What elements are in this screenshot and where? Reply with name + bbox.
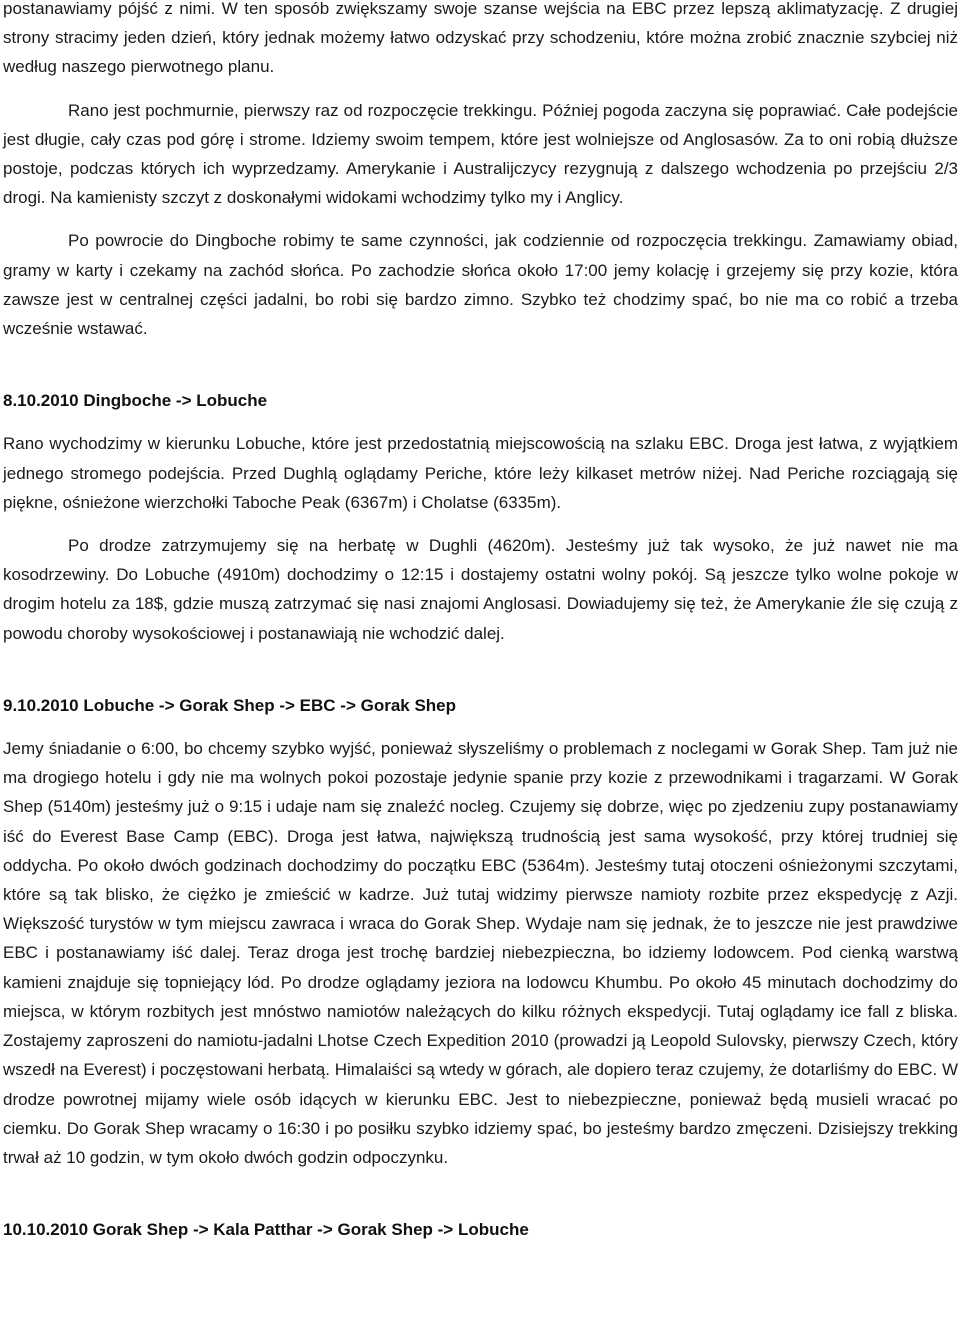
paragraph-intro-2: Rano jest pochmurnie, pierwszy raz od rozpoczęcie trekkingu. Później pogoda zaczyna się poprawiać. Całe podejście jest długie, cały czas pod górę i strome. Idziemy swoim tempem, które jest wolniejsze od Anglosasów. Za to oni robią dłuższe postoje, podczas których ich wyprzedzamy. Amerykanie i Australijczycy rezygnują z dalszego wchodzenia po przejściu 2/3 drogi. Na kamienisty szczyt z doskonałymi widokami wchodzimy tylko my i Anglicy.	[3, 100, 958, 208]
document-page	[3, 0, 958, 1244]
paragraph-intro-3: Po powrocie do Dingboche robimy te same czynności, jak codziennie od rozpoczęcia trekkingu. Zamawiamy obiad, gramy w karty i czekamy na zachód słońca. Po zachodzie słońca około 17:00 jemy kolację i grzejemy się przy kozie, która zawsze jest w centralnej części jadalni, bo robi się bardzo zimno. Szybko też chodzimy spać, bo nie ma co robić a trzeba wcześnie wstawać.	[3, 231, 958, 339]
section-heading-1010: 10.10.2010 Gorak Shep -> Kala Patthar -> Gorak Shep -> Lobuche	[3, 1220, 529, 1240]
paragraph-0810-2: Po drodze zatrzymujemy się na herbatę w Dughli (4620m). Jesteśmy już tak wysoko, że już nawet nie ma kosodrzewiny. Do Lobuche (4910m) dochodzimy o 12:15 i dostajemy ostatni wolny pokój. Są jeszcze tylko wolne pokoje w drogim hotelu za 18$, gdzie muszą zatrzymać się nasi znajomi Anglosasi. Dowiadujemy się też, że Amerykanie źle się czują z powodu choroby wysokościowej i postanawiają nie wchodzić dalej.	[3, 536, 958, 643]
paragraph-intro-1: postanawiamy pójść z nimi. W ten sposób zwiększamy swoje szanse wejścia na EBC przez lepszą aklimatyzację. Z drugiej strony stracimy jeden dzień, który jednak możemy łatwo odzyskać przy schodzeniu, które można zrobić znacznie szybciej niż według naszego pierwotnego planu.	[3, 0, 958, 77]
paragraph-0810-1: Rano wychodzimy w kierunku Lobuche, które jest przedostatnią miejscowością na szlaku EBC. Droga jest łatwa, z wyjątkiem jednego stromego podejścia. Przed Dughlą oglądamy Periche, które leży kilkaset metrów niżej. Nad Periche rozciągają się piękne, ośnieżone wierzchołki Taboche Peak (6367m) i Cholatse (6335m).	[3, 434, 958, 512]
section-heading-0910: 9.10.2010 Lobuche -> Gorak Shep -> EBC -> Gorak Shep	[3, 695, 457, 715]
paragraph-0910-1: Jemy śniadanie o 6:00, bo chcemy szybko wyjść, ponieważ słyszeliśmy o problemach z noclegami w Gorak Shep. Tam już nie ma drogiego hotelu i gdy nie ma wolnych pokoi pozostaje jedynie spanie przy kozie z przewodnikami i tragarzami. W Gorak Shep (5140m) jesteśmy już o 9:15 i udaje nam się znaleźć nocleg. Czujemy się dobrze, więc po zjedzeniu zupy postanawiamy iść do Everest Base Camp (EBC). Droga jest łatwa, największą trudnością jest sama wysokość, przy której trudniej się oddycha. Po około dwóch godzinach dochodzimy do początku EBC (5364m). Jesteśmy tutaj otoczeni ośnieżonymi szczytami, które są tak blisko, że ciężko je zmieścić w kadrze. Już tutaj widzimy pierwsze namioty rozbite przez ekspedycję z Azji. Większość turystów w tym miejscu zawraca i wraca do Gorak Shep. Wydaje nam się jednak, że to jeszcze nie jest prawdziwe EBC i postanawiamy iść dalej. Teraz droga jest trochę bardziej niebezpieczna, bo idziemy lodowcem. Pod cienką warstwą kamieni znajduje się topniejący lód. Po drodze oglądamy jeziora na lodowcu Khumbu. Po około 45 minutach dochodzimy do miejsca, w którym rozbitych jest mnóstwo namiotów należących do kilku różnych ekspedycji. Tutaj oglądamy ice fall z bliska. Zostajemy zaproszeni do namiotu-jadalni Lhotse Czech Expedition 2010 (prowadzi ją Leopold Sulovsky, pierwszy Czech, który wszedł na Everest) i poczęstowani herbatą. Himalaiści są wtedy w górach, ale dopiero teraz czujemy, że dotarliśmy do EBC. W drodze powrotnej mijamy wiele osób idących w kierunku EBC. Jest to niebezpieczne, ponieważ będą musieli wracać po ciemku. Do Gorak Shep wracamy o 16:30 i po posiłku szybko idziemy spać, bo jesteśmy bardzo zmęczeni. Dzisiejszy trekking trwał aż 10 godzin, w tym około dwóch godzin odpoczynku.	[3, 739, 958, 1167]
section-heading-0810: 8.10.2010 Dingboche -> Lobuche	[3, 391, 268, 411]
